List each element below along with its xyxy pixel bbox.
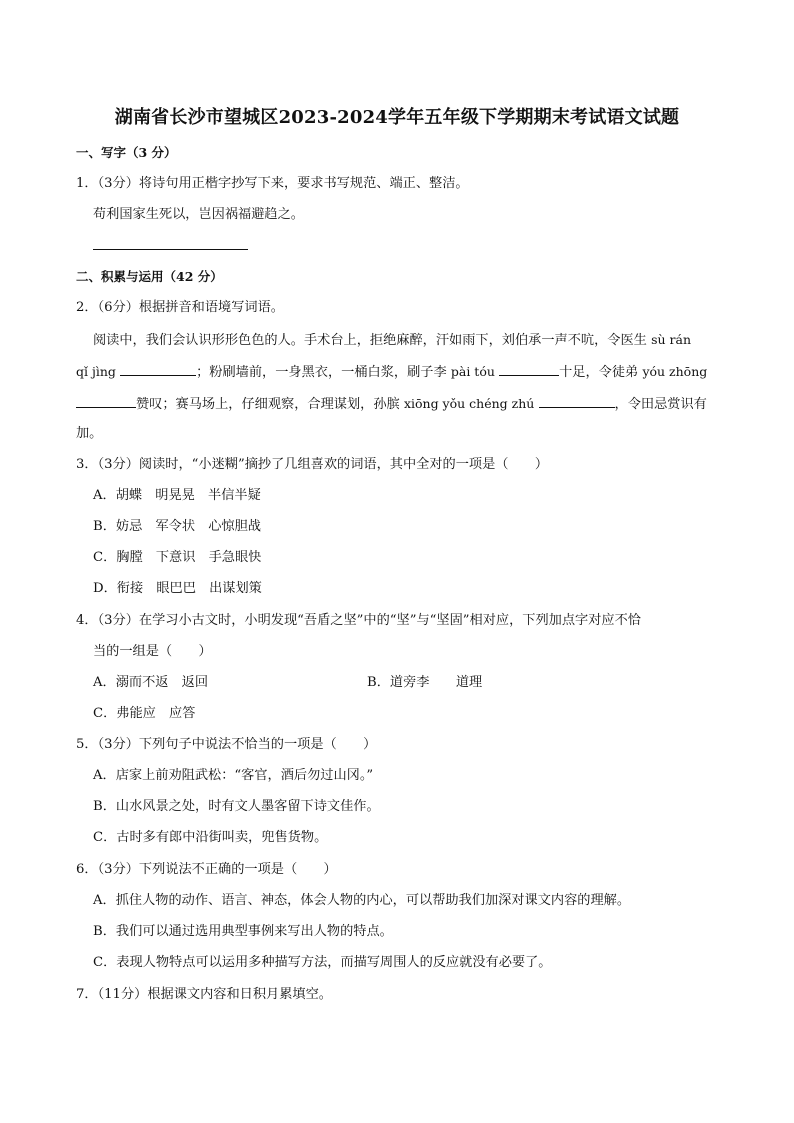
answer-blank[interactable] xyxy=(499,363,559,376)
question-2-text: ；粉刷墙前，一身黑衣，一桶白浆，刷子李 xyxy=(196,365,447,380)
question-1-poem: 苟利国家生死以，岂因祸福避趋之。 xyxy=(93,207,304,222)
pinyin-prompt: yóu zhōng xyxy=(642,364,708,379)
section-heading-accumulation: 二、积累与运用（42 分） xyxy=(76,269,223,284)
question-2-line-3 xyxy=(76,395,707,413)
question-1-stem: 1．（3分）将诗句用正楷字抄写下来，要求书写规范、端正、整洁。 xyxy=(76,176,469,191)
question-2-text: 十足，令徒弟 xyxy=(559,365,639,380)
pinyin-prompt: qǐ jìng xyxy=(76,364,116,379)
question-2-text: 赞叹；赛马场上，仔细观察，合理谋划，孙膑 xyxy=(136,397,400,412)
question-6-option-b[interactable]: B．我们可以通过选用典型事例来写出人物的特点。 xyxy=(93,924,393,939)
question-4-option-a[interactable]: A．溺而不返 返回 xyxy=(93,675,209,690)
question-3-option-a[interactable]: A．胡蝶 明晃晃 半信半疑 xyxy=(93,488,261,503)
question-4-option-b[interactable]: B．道旁李 道理 xyxy=(367,675,483,690)
pinyin-prompt: sù rán xyxy=(651,332,691,347)
question-2-line-4: 加。 xyxy=(76,426,103,441)
question-5-stem: 5．（3分）下列句子中说法不恰当的一项是（ ） xyxy=(76,737,377,752)
question-4-option-c[interactable]: C．弗能应 应答 xyxy=(93,706,196,721)
question-6-stem: 6．（3分）下列说法不正确的一项是（ ） xyxy=(76,862,337,877)
question-2-stem: 2．（6分）根据拼音和语境写词语。 xyxy=(76,300,284,315)
question-7-stem: 7．（11分）根据课文内容和日积月累填空。 xyxy=(76,987,332,1002)
question-3-option-b[interactable]: B．妨忌 军令状 心惊胆战 xyxy=(93,519,261,534)
question-5-option-c[interactable]: C．古时多有郎中沿街叫卖，兜售货物。 xyxy=(93,830,328,845)
pinyin-prompt: pài tóu xyxy=(450,364,495,379)
answer-blank[interactable] xyxy=(539,395,615,408)
section-heading-writing: 一、写字（3 分） xyxy=(76,145,177,160)
question-5-option-a[interactable]: A．店家上前劝阻武松：“客官，酒后勿过山冈。” xyxy=(93,768,374,783)
question-5-option-b[interactable]: B．山水风景之处，时有文人墨客留下诗文佳作。 xyxy=(93,799,380,814)
question-3-option-d[interactable]: D．衔接 眼巴巴 出谋划策 xyxy=(93,581,262,596)
question-2-line-2 xyxy=(76,363,707,381)
question-4-stem: 4．（3分）在学习小古文时，小明发现“吾盾之坚”中的“坚”与“坚固”相对应，下列加点字对应不恰 xyxy=(76,613,641,628)
question-3-option-c[interactable]: C．胸膛 下意识 手急眼快 xyxy=(93,550,262,565)
question-3-stem: 3．（3分）阅读时，“小迷糊”摘抄了几组喜欢的词语，其中全对的一项是（ ） xyxy=(76,457,549,472)
question-2-line-1 xyxy=(93,332,691,349)
question-6-option-c[interactable]: C．表现人物特点可以运用多种描写方法，而描写周围人的反应就没有必要了。 xyxy=(93,955,552,970)
answer-blank[interactable] xyxy=(120,363,196,376)
question-2-text: 阅读中，我们会认识形形色色的人。手术台上，拒绝麻醉，汗如雨下，刘伯承一声不吭，令医生 xyxy=(93,333,647,348)
answer-blank[interactable] xyxy=(76,395,136,408)
question-6-option-a[interactable]: A．抓住人物的动作、语言、神态，体会人物的内心，可以帮助我们加深对课文内容的理解。 xyxy=(93,893,631,908)
page-title: 湖南省长沙市望城区2023-2024学年五年级下学期期末考试语文试题 xyxy=(114,107,680,128)
answer-line[interactable] xyxy=(93,249,248,250)
pinyin-prompt: xiōng yǒu chéng zhú xyxy=(403,396,535,411)
question-4-stem-continued: 当的一组是（ ） xyxy=(93,644,212,659)
question-2-text: ，令田忌赏识有 xyxy=(614,397,707,412)
